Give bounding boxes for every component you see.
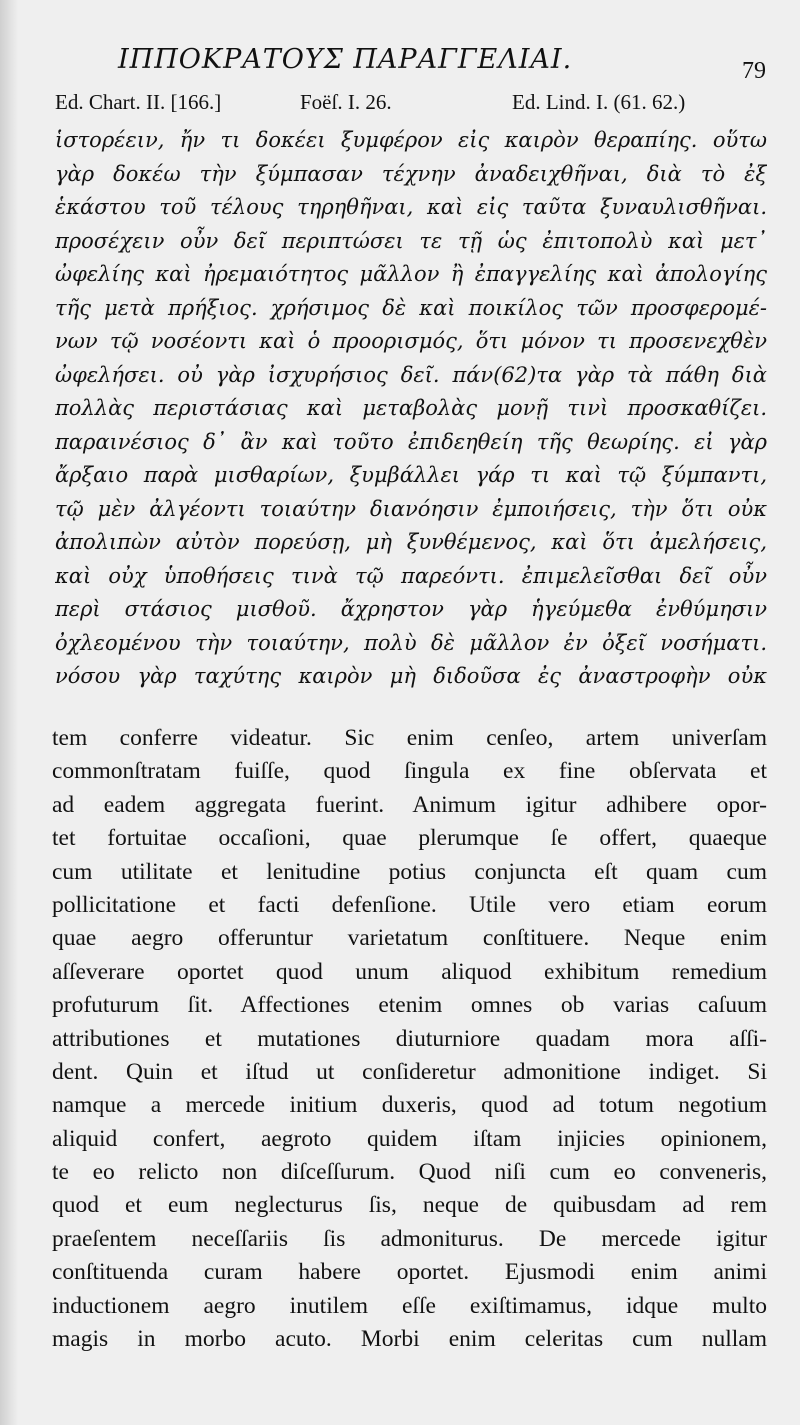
latin-text-block — [52, 722, 767, 1356]
running-title: ΙΠΠΟΚΡΑΤΟΥΣ ΠΑΡΑΓΓΕΛΙΑΙ. — [118, 44, 573, 75]
latin-line: cum utilitate et lenitudine potius conjuncta eſt quam cum — [52, 858, 767, 885]
latin-line: praeſentem neceſſariis ſis admoniturus. De mercede igitur — [52, 1225, 767, 1252]
greek-line: τῷ μὲν ἀλγέοντι τοιαύτην διανόησιν ἐμποιήσεις, τὴν ὅτι οὐκ — [55, 496, 767, 521]
foes-reference: Foëſ. I. 26. — [300, 90, 392, 114]
page-gutter-shadow — [0, 0, 18, 1425]
latin-line: quod et eum neglecturus ſis, neque de quibusdam ad rem — [52, 1192, 767, 1219]
greek-line: περὶ στάσιος μισθοῦ. ἄχρηστον γὰρ ἡγεύμεθα ἐνθύμησιν — [55, 597, 767, 621]
greek-line: ὠφελήσει. οὐ γὰρ ἰσχυρήσιος δεῖ. πάν(62)τα γὰρ τὰ πάθη διὰ — [55, 362, 767, 387]
linden-reference: Ed. Lind. I. (61. 62.) — [512, 90, 686, 114]
latin-line: ad eadem aggregata fuerint. Animum igitur adhibere opor- — [52, 791, 767, 818]
greek-line: γὰρ δοκέω τὴν ξύμπασαν τέχνην ἀναδειχθῆναι, διὰ τὸ ἐξ — [55, 161, 767, 186]
latin-line: magis in morbo acuto. Morbi enim celeritas cum nullam — [52, 1326, 767, 1353]
latin-line: aſſeverare oportet quod unum aliquod exhibitum remedium — [52, 958, 767, 985]
greek-line: παραινέσιος δ᾿ ἂν καὶ τοῦτο ἐπιδεηθείη τῆς θεωρίης. εἰ γὰρ — [55, 429, 767, 454]
latin-line: profuturum ſit. Affectiones etenim omnes ob varias caſuum — [52, 992, 767, 1019]
greek-line: καὶ οὐχ ὑποθήσεις τινὰ τῷ παρεόντι. ἐπιμελεῖσθαι δεῖ οὖν — [55, 563, 767, 588]
greek-text-block — [55, 124, 767, 694]
page-number: 79 — [742, 58, 766, 84]
greek-line: ὀχλεομένου τὴν τοιαύτην, πολὺ δὲ μᾶλλον ἐν ὀξεῖ νοσήματι. — [55, 630, 767, 655]
latin-line: attributiones et mutationes diuturniore quadam mora aſſi- — [52, 1025, 767, 1052]
greek-line: προσέχειν οὖν δεῖ περιπτώσει τε τῇ ὡς ἐπιτοπολὺ καὶ μετ᾿ — [55, 228, 767, 253]
latin-line: aliquid confert, aegroto quidem iſtam injicies opinionem, — [52, 1125, 767, 1152]
latin-line: quae aegro offeruntur varietatum conſtituere. Neque enim — [52, 925, 767, 952]
latin-line: pollicitatione et facti defenſione. Utile vero etiam eorum — [52, 891, 767, 918]
greek-line: τῆς μετὰ πρήξιος. χρήσιμος δὲ καὶ ποικίλος τῶν προσφερομέ- — [55, 295, 767, 320]
latin-line: tet fortuitae occaſioni, quae plerumque ſe offert, quaeque — [52, 825, 767, 852]
latin-line: namque a mercede initium duxeris, quod ad totum negotium — [52, 1092, 767, 1119]
latin-line: tem conferre videatur. Sic enim cenſeo, artem univerſam — [52, 725, 767, 751]
greek-line: ἄρξαιο παρὰ μισθαρίων, ξυμβάλλει γάρ τι καὶ τῷ ξύμπαντι, — [55, 463, 767, 487]
latin-line: conſtituenda curam habere oportet. Ejusmodi enim animi — [52, 1259, 767, 1286]
latin-line: inductionem aegro inutilem eſſe exiſtimamus, idque multo — [52, 1292, 767, 1319]
latin-line: dent. Quin et iſtud ut conſideretur admonitione indiget. Si — [52, 1058, 767, 1085]
latin-line: te eo relicto non diſceſſurum. Quod niſi cum eo conveneris, — [52, 1159, 767, 1186]
chartier-reference: Ed. Chart. II. [166.] — [55, 90, 222, 114]
greek-line: πολλὰς περιστάσιας καὶ μεταβολὰς μονῇ τινὶ προσκαθίζει. — [55, 396, 767, 420]
latin-line: commonſtratam fuiſſe, quod ſingula ex fine obſervata et — [52, 758, 767, 785]
greek-line: νων τῷ νοσέοντι καὶ ὁ προορισμός, ὅτι μόνον τι προσενεχθὲν — [55, 329, 767, 353]
greek-line: νόσου γὰρ ταχύτης καιρὸν μὴ διδοῦσα ἐς ἀναστροφὴν οὐκ — [55, 664, 767, 688]
greek-line: ἀπολιπὼν αὐτὸν πορεύσῃ, μὴ ξυνθέμενος, καὶ ὅτι ἀμελήσεις, — [55, 530, 767, 554]
greek-line: ἑκάστου τοῦ τέλους τηρηθῆναι, καὶ εἰς ταῦτα ξυναυλισθῆναι. — [55, 195, 767, 219]
greek-line: ἱστορέειν, ἤν τι δοκέει ξυμφέρον εἰς καιρὸν θεραπίης. οὕτω — [55, 128, 767, 152]
greek-line: ὠφελίης καὶ ἠρεμαιότητος μᾶλλον ἢ ἐπαγγελίης καὶ ἀπολογίης — [55, 262, 767, 286]
